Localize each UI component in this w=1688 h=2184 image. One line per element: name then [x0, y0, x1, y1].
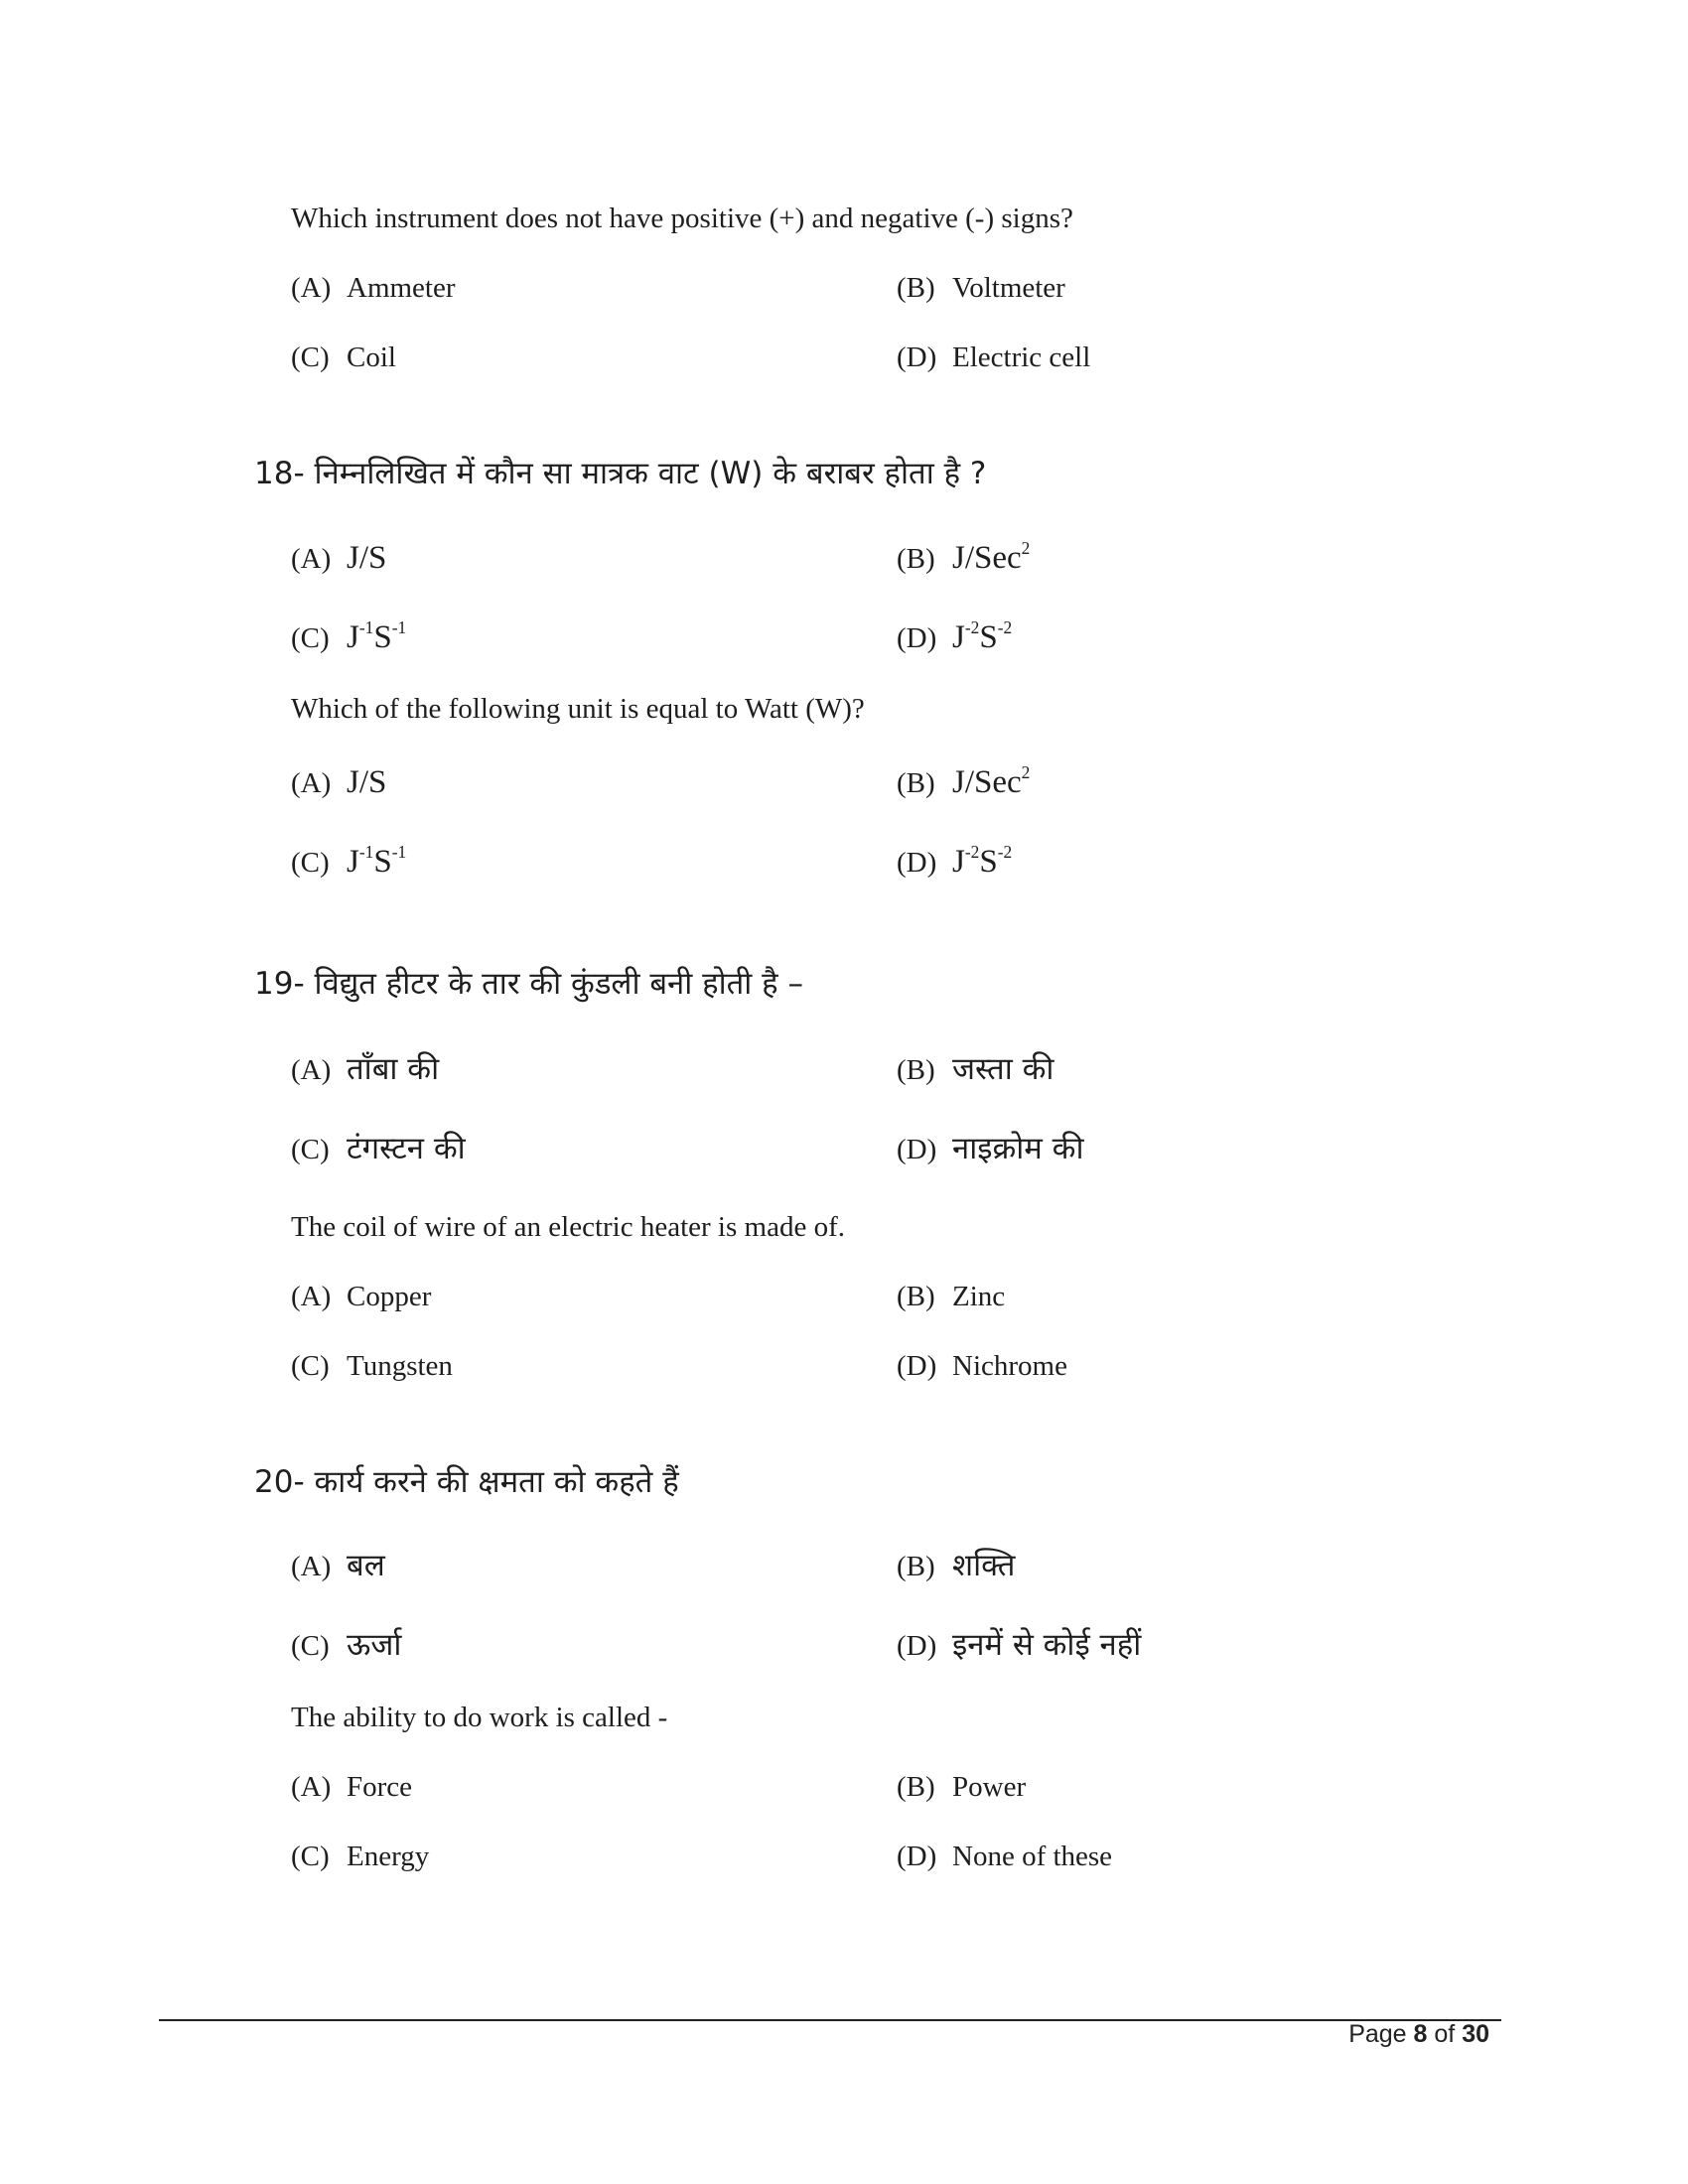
option-a: (A) Force — [291, 1771, 413, 1803]
option-a: (A) Copper — [291, 1281, 432, 1312]
option-b: (B) J/Sec$^2$ — [897, 538, 1031, 576]
option-d: (D) Nichrome — [897, 1350, 1067, 1382]
question-17-english: Which instrument does not have positive (+) and negative (-) signs? — [291, 203, 1073, 234]
option-b: (B) Power — [897, 1771, 1027, 1803]
option-d: (D) $J^{-2}S^{-2}$ — [897, 842, 1013, 880]
option-b: (B) Voltmeter — [897, 272, 1065, 304]
option-b: (B) J/Sec$^2$ — [897, 762, 1031, 800]
option-c: (C) Energy — [291, 1841, 430, 1872]
question-19-english: The coil of wire of an electric heater is made of. — [291, 1211, 845, 1243]
option-a: (A) ताँबा की — [291, 1051, 440, 1087]
question-19-hindi: 19- विद्युत हीटर के तार की कुंडली बनी होती है – — [254, 966, 803, 1002]
question-18-hindi: 18- निम्नलिखित में कौन सा मात्रक वाट (W) के बराबर होता है ? — [254, 456, 987, 491]
option-c: (C) ऊर्जा — [291, 1627, 402, 1663]
option-d: (D) None of these — [897, 1841, 1113, 1872]
option-a: (A) J/S — [291, 540, 387, 576]
option-b: (B) जस्ता की — [897, 1051, 1055, 1087]
option-c: (C) $J^{-1}S^{-1}$ — [291, 842, 407, 880]
option-c: (C) $J^{-1}S^{-1}$ — [291, 617, 407, 655]
option-d: (D) Electric cell — [897, 341, 1091, 373]
question-20-english: The ability to do work is called - — [291, 1702, 668, 1733]
option-d: (D) इनमें से कोई नहीं — [897, 1627, 1142, 1663]
page-number: Page 8 of 30 — [1348, 2020, 1489, 2048]
option-b: (B) Zinc — [897, 1281, 1006, 1312]
option-c: (C) टंगस्टन की — [291, 1131, 466, 1166]
option-a: (A) J/S — [291, 764, 387, 800]
option-c: (C) Tungsten — [291, 1350, 453, 1382]
option-b: (B) शक्ति — [897, 1548, 1016, 1583]
footer-divider — [159, 2019, 1501, 2021]
option-d: (D) नाइक्रोम की — [897, 1131, 1084, 1166]
option-a: (A) बल — [291, 1548, 385, 1583]
question-18-english: Which of the following unit is equal to Watt (W)? — [291, 693, 865, 725]
option-c: (C) Coil — [291, 341, 396, 373]
question-20-hindi: 20- कार्य करने की क्षमता को कहते हैं — [254, 1464, 679, 1500]
option-a: (A) Ammeter — [291, 272, 456, 304]
option-d: (D) $J^{-2}S^{-2}$ — [897, 617, 1013, 655]
